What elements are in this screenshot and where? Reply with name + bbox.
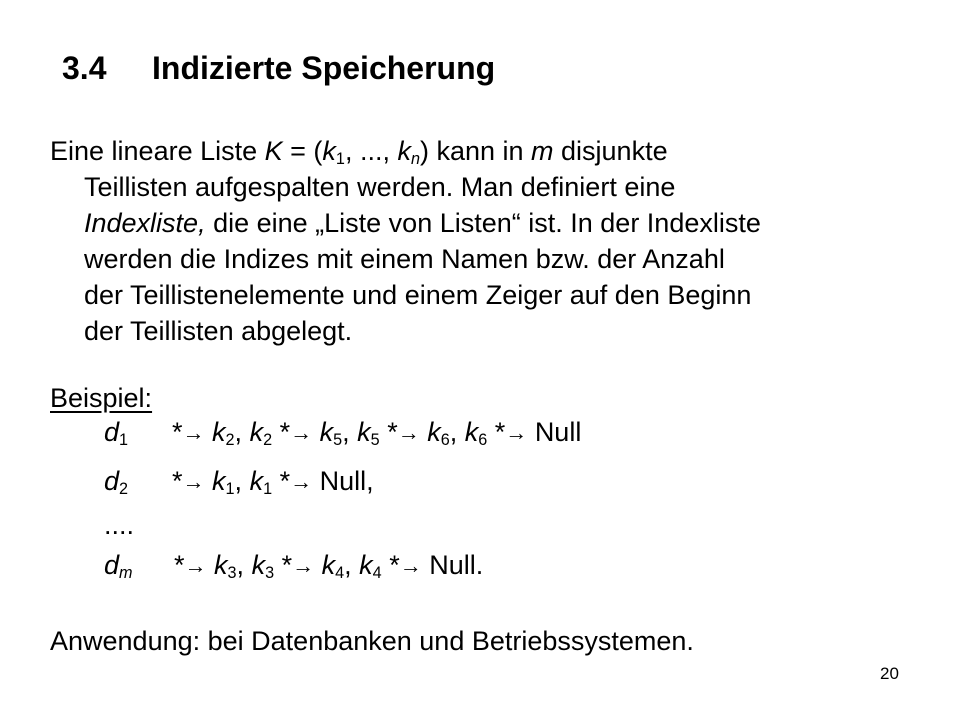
var-K: K	[264, 136, 283, 166]
comma: ,	[234, 417, 250, 447]
comma: ,	[234, 466, 250, 496]
pointer-star: *	[387, 417, 398, 447]
subscript: 3	[265, 564, 275, 583]
arrow-icon: →	[184, 553, 207, 578]
comma: ,	[342, 417, 358, 447]
pointer-star: *	[389, 550, 400, 580]
null-terminator: Null	[534, 417, 582, 447]
example-row	[104, 466, 374, 497]
paragraph-line-3	[50, 205, 910, 241]
list-name: $d_2$	[104, 466, 129, 499]
paragraph-line-5: der Teillistenelemente und einem Zeiger auf den Beginn	[84, 280, 752, 310]
var-k: k	[397, 136, 411, 166]
element-k: k	[214, 550, 228, 580]
pointer-star: *	[494, 417, 506, 447]
definition-paragraph	[50, 133, 910, 349]
text-fragment: , ...,	[344, 136, 398, 166]
element-k: k	[212, 466, 226, 496]
ellipsis: ....	[104, 510, 135, 540]
list-name: $d_m$	[104, 550, 133, 583]
text-fragment: Eine lineare Liste	[50, 136, 265, 166]
comma: ,	[344, 550, 360, 580]
slide-title	[62, 50, 495, 87]
element-k: k	[249, 466, 264, 496]
arrow-icon: →	[290, 420, 313, 445]
subscript: 6	[440, 431, 450, 450]
var-m: m	[531, 136, 554, 166]
text-fragment: = (	[282, 136, 323, 166]
subscript: 4	[335, 564, 345, 583]
pointer-star: *	[172, 466, 183, 496]
arrow-icon: →	[399, 553, 422, 578]
arrow-icon: →	[397, 420, 420, 445]
null-terminator: Null.	[429, 550, 484, 580]
example-label: Beispiel:	[50, 383, 153, 413]
pointer-star: *	[172, 417, 183, 447]
subscript: n	[410, 150, 420, 169]
paragraph-line-2: Teillisten aufgespalten werden. Man definiert eine	[84, 172, 676, 202]
example-row	[104, 417, 581, 448]
example-row	[104, 550, 483, 581]
pointer-star: *	[281, 550, 293, 580]
subscript: 5	[333, 431, 343, 450]
paragraph-line-4: werden die Indizes mit einem Namen bzw. der Anzahl	[84, 244, 725, 274]
null-terminator: Null,	[319, 466, 374, 496]
subscript: 6	[478, 431, 488, 450]
element-k: k	[319, 417, 334, 447]
element-k: k	[249, 417, 264, 447]
subscript: 5	[370, 431, 380, 450]
subscript: 3	[227, 564, 237, 583]
arrow-icon: →	[505, 420, 528, 445]
pointer-star: *	[174, 550, 185, 580]
section-number: 3.4	[62, 50, 107, 86]
element-k: k	[427, 417, 441, 447]
pointer-star: *	[279, 466, 291, 496]
pointer-star: *	[279, 417, 291, 447]
subscript: 2	[225, 431, 235, 450]
page-number: 20	[880, 664, 899, 683]
subscript: 1	[225, 480, 235, 499]
text-fragment: die eine „Liste von Listen“ ist. In der Indexliste	[205, 208, 761, 238]
element-k: k	[359, 550, 373, 580]
subscript: 2	[263, 431, 273, 450]
paragraph-line-6: der Teillisten abgelegt.	[84, 316, 353, 346]
comma: ,	[236, 550, 252, 580]
element-k: k	[357, 417, 371, 447]
paragraph-line-1	[50, 133, 910, 169]
example-row	[104, 510, 134, 541]
subscript: 1	[335, 150, 345, 169]
comma: ,	[449, 417, 465, 447]
arrow-icon: →	[292, 553, 315, 578]
section-title: Indizierte Speicherung	[152, 50, 496, 86]
element-k: k	[212, 417, 226, 447]
element-k: k	[251, 550, 266, 580]
text-fragment: disjunkte	[553, 136, 668, 166]
subscript: 1	[263, 480, 273, 499]
var-k: k	[322, 136, 336, 166]
arrow-icon: →	[182, 420, 205, 445]
arrow-icon: →	[290, 469, 313, 494]
text-fragment: ) kann in	[419, 136, 532, 166]
term-indexliste: Indexliste,	[84, 208, 206, 238]
application-text: Anwendung: bei Datenbanken und Betriebssystemen.	[50, 626, 694, 656]
arrow-icon: →	[182, 469, 205, 494]
list-name: $d_1$	[104, 417, 129, 450]
element-k: k	[464, 417, 479, 447]
element-k: k	[321, 550, 336, 580]
subscript: 4	[372, 564, 382, 583]
